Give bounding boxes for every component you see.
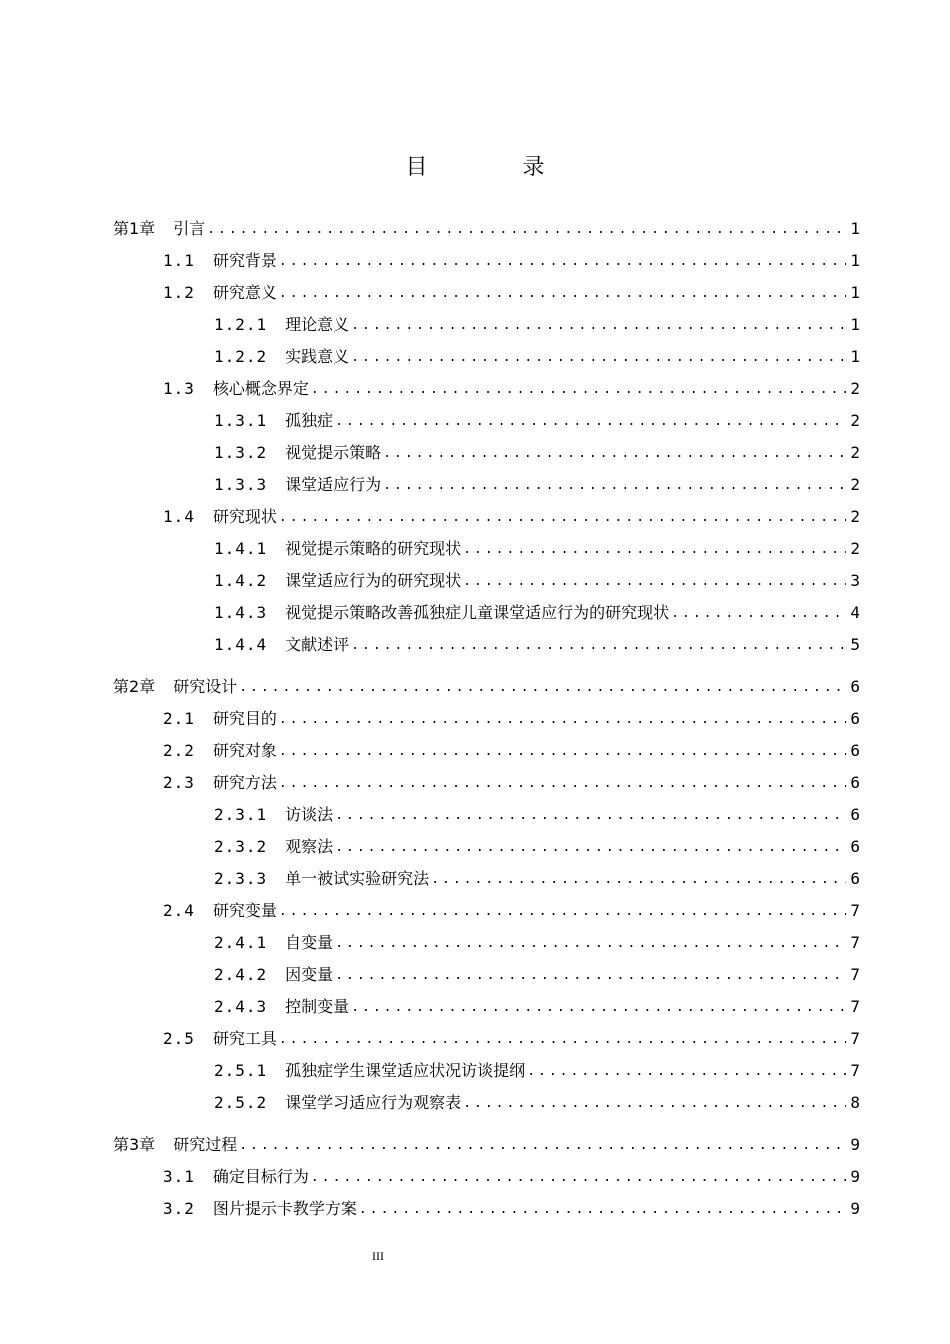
- toc-page-number: 6: [850, 677, 860, 696]
- toc-page-number: 2: [850, 411, 860, 430]
- toc-section-entry[interactable]: [163, 501, 860, 527]
- toc-section-entry[interactable]: [163, 1193, 860, 1219]
- dot-leader: [311, 381, 846, 399]
- toc-page-number: 6: [850, 805, 860, 824]
- toc-page-number: 9: [850, 1167, 860, 1186]
- toc-title: 理论意义: [285, 315, 350, 334]
- toc-page-number: 1: [850, 315, 860, 334]
- toc-subsection-entry[interactable]: [214, 1087, 860, 1113]
- dot-leader: [279, 775, 846, 793]
- toc-title: 孤独症学生课堂适应状况访谈提纲: [285, 1061, 526, 1080]
- toc-section-entry[interactable]: [163, 895, 860, 921]
- toc-page-number: 7: [850, 997, 860, 1016]
- toc-number: 2.4.2: [214, 965, 268, 984]
- toc-subsection-entry[interactable]: [214, 341, 860, 367]
- toc-subsection-entry[interactable]: [214, 533, 860, 559]
- dot-leader: [279, 1031, 846, 1049]
- toc-subsection-entry[interactable]: [214, 799, 860, 825]
- dot-leader: [351, 637, 846, 655]
- toc-title: 单一被试实验研究法: [285, 869, 430, 888]
- toc-number: 1.3.1: [214, 411, 268, 430]
- toc-page-number: 7: [850, 901, 860, 920]
- toc-number: 2.5.1: [214, 1061, 268, 1080]
- toc-page-number: 7: [850, 1029, 860, 1048]
- toc-number: 3.2: [163, 1199, 195, 1218]
- toc-chapter-entry[interactable]: [113, 213, 860, 239]
- toc-number: 2.1: [163, 709, 195, 728]
- dot-leader: [463, 1095, 846, 1113]
- toc-number: 2.3.2: [214, 837, 268, 856]
- toc-number: 1.4.1: [214, 539, 268, 558]
- toc-title: 引言: [173, 219, 206, 238]
- dot-leader: [431, 871, 846, 889]
- toc-page-number: 7: [850, 1061, 860, 1080]
- toc-title: 研究对象: [212, 741, 277, 760]
- dot-leader: [351, 317, 846, 335]
- toc-title: 图片提示卡教学方案: [212, 1199, 357, 1218]
- toc-number: 2.3.3: [214, 869, 268, 888]
- dot-leader: [279, 253, 846, 271]
- dot-leader: [279, 285, 846, 303]
- toc-number: 2.4.3: [214, 997, 268, 1016]
- dot-leader: [279, 903, 846, 921]
- toc-number: 2.4.1: [214, 933, 268, 952]
- dot-leader: [463, 573, 846, 591]
- dot-leader: [239, 679, 846, 697]
- dot-leader: [359, 1201, 846, 1219]
- toc-page-number: 9: [850, 1135, 860, 1154]
- toc-subsection-entry[interactable]: [214, 831, 860, 857]
- toc-page-number: 7: [850, 965, 860, 984]
- dot-leader: [279, 743, 846, 761]
- toc-page-number: 2: [850, 475, 860, 494]
- page-number: III: [372, 1249, 384, 1263]
- toc-subsection-entry[interactable]: [214, 1055, 860, 1081]
- toc-number: 第2章: [113, 677, 156, 696]
- toc-subsection-entry[interactable]: [214, 959, 860, 985]
- toc-number: 1.4.3: [214, 603, 268, 622]
- toc-page-number: 6: [850, 837, 860, 856]
- toc-page-number: 6: [850, 869, 860, 888]
- toc-number: 1.4.4: [214, 635, 268, 654]
- toc-number: 2.5.2: [214, 1093, 268, 1112]
- dot-leader: [279, 509, 846, 527]
- toc-section-entry[interactable]: [163, 245, 860, 271]
- dot-leader: [311, 1169, 846, 1187]
- dot-leader: [671, 605, 846, 623]
- toc-chapter-entry[interactable]: [113, 671, 860, 697]
- toc-subsection-entry[interactable]: [214, 405, 860, 431]
- toc-page-number: 2: [850, 539, 860, 558]
- toc-section-entry[interactable]: [163, 1161, 860, 1187]
- toc-page-number: 5: [850, 635, 860, 654]
- toc-title: 研究现状: [212, 507, 277, 526]
- dot-leader: [335, 413, 846, 431]
- toc-number: 第1章: [113, 219, 156, 238]
- toc-number: 2.3: [163, 773, 195, 792]
- toc-title: 研究背景: [212, 251, 277, 270]
- toc-subsection-entry[interactable]: [214, 863, 860, 889]
- toc-page-number: 3: [850, 571, 860, 590]
- dot-leader: [335, 807, 846, 825]
- toc-title: 控制变量: [285, 997, 350, 1016]
- toc-title: 因变量: [285, 965, 334, 984]
- toc-number: 第3章: [113, 1135, 156, 1154]
- toc-number: 1.4.2: [214, 571, 268, 590]
- page-title: 目 录: [405, 155, 589, 180]
- toc-page-number: 1: [850, 347, 860, 366]
- toc-title: 观察法: [285, 837, 334, 856]
- toc-title: 视觉提示策略: [285, 443, 382, 462]
- toc-page-number: 6: [850, 773, 860, 792]
- toc-subsection-entry[interactable]: [214, 927, 860, 953]
- toc-number: 1.2.2: [214, 347, 268, 366]
- toc-title: 课堂适应行为的研究现状: [285, 571, 462, 590]
- toc-page-number: 7: [850, 933, 860, 952]
- toc-page-number: 8: [850, 1093, 860, 1112]
- toc-subsection-entry[interactable]: [214, 597, 860, 623]
- toc-section-entry[interactable]: [163, 767, 860, 793]
- toc-page-number: 1: [850, 251, 860, 270]
- toc-number: 1.3: [163, 379, 195, 398]
- toc-title: 文献述评: [285, 635, 350, 654]
- toc-page-number: 1: [850, 219, 860, 238]
- toc-title: 课堂适应行为: [285, 475, 382, 494]
- toc-number: 1.2.1: [214, 315, 268, 334]
- toc-number: 1.2: [163, 283, 195, 302]
- toc-page-number: 4: [850, 603, 860, 622]
- dot-leader: [351, 349, 846, 367]
- toc-title: 孤独症: [285, 411, 334, 430]
- toc-number: 2.2: [163, 741, 195, 760]
- toc-section-entry[interactable]: [163, 735, 860, 761]
- toc-title: 核心概念界定: [212, 379, 309, 398]
- toc-section-entry[interactable]: [163, 1023, 860, 1049]
- toc-number: 2.4: [163, 901, 195, 920]
- toc-title: 确定目标行为: [212, 1167, 309, 1186]
- toc-page-number: 6: [850, 709, 860, 728]
- toc-number: 3.1: [163, 1167, 195, 1186]
- dot-leader: [527, 1063, 846, 1081]
- toc-subsection-entry[interactable]: [214, 565, 860, 591]
- toc-chapter-entry[interactable]: [113, 1129, 860, 1155]
- toc-page-number: 2: [850, 379, 860, 398]
- dot-leader: [335, 935, 846, 953]
- toc-title: 课堂学习适应行为观察表: [285, 1093, 462, 1112]
- toc-section-entry[interactable]: [163, 703, 860, 729]
- toc-title: 研究工具: [212, 1029, 277, 1048]
- dot-leader: [351, 999, 846, 1017]
- toc-title: 研究设计: [173, 677, 238, 696]
- dot-leader: [383, 477, 846, 495]
- toc-title: 研究方法: [212, 773, 277, 792]
- toc-page-number: 1: [850, 283, 860, 302]
- toc-subsection-entry[interactable]: [214, 629, 860, 655]
- dot-leader: [279, 711, 846, 729]
- toc-subsection-entry[interactable]: [214, 309, 860, 335]
- toc-number: 2.5: [163, 1029, 195, 1048]
- toc-number: 1.3.3: [214, 475, 268, 494]
- toc-page-number: 6: [850, 741, 860, 760]
- toc-number: 2.3.1: [214, 805, 268, 824]
- toc-title: 研究变量: [212, 901, 277, 920]
- toc-title: 研究目的: [212, 709, 277, 728]
- toc-section-entry[interactable]: [163, 277, 860, 303]
- toc-number: 1.4: [163, 507, 195, 526]
- dot-leader: [207, 221, 846, 239]
- toc-section-entry[interactable]: [163, 373, 860, 399]
- toc-subsection-entry[interactable]: [214, 437, 860, 463]
- toc-title: 实践意义: [285, 347, 350, 366]
- dot-leader: [335, 839, 846, 857]
- toc-page-number: 9: [850, 1199, 860, 1218]
- dot-leader: [239, 1137, 846, 1155]
- toc-number: 1.3.2: [214, 443, 268, 462]
- dot-leader: [383, 445, 846, 463]
- toc-title: 自变量: [285, 933, 334, 952]
- toc-subsection-entry[interactable]: [214, 469, 860, 495]
- toc-title: 研究意义: [212, 283, 277, 302]
- dot-leader: [335, 967, 846, 985]
- toc-title: 视觉提示策略改善孤独症儿童课堂适应行为的研究现状: [285, 603, 670, 622]
- toc-title: 访谈法: [285, 805, 334, 824]
- toc-number: 1.1: [163, 251, 195, 270]
- toc-title: 视觉提示策略的研究现状: [285, 539, 462, 558]
- toc-page-number: 2: [850, 507, 860, 526]
- dot-leader: [463, 541, 846, 559]
- toc-title: 研究过程: [173, 1135, 238, 1154]
- toc-subsection-entry[interactable]: [214, 991, 860, 1017]
- toc-page-number: 2: [850, 443, 860, 462]
